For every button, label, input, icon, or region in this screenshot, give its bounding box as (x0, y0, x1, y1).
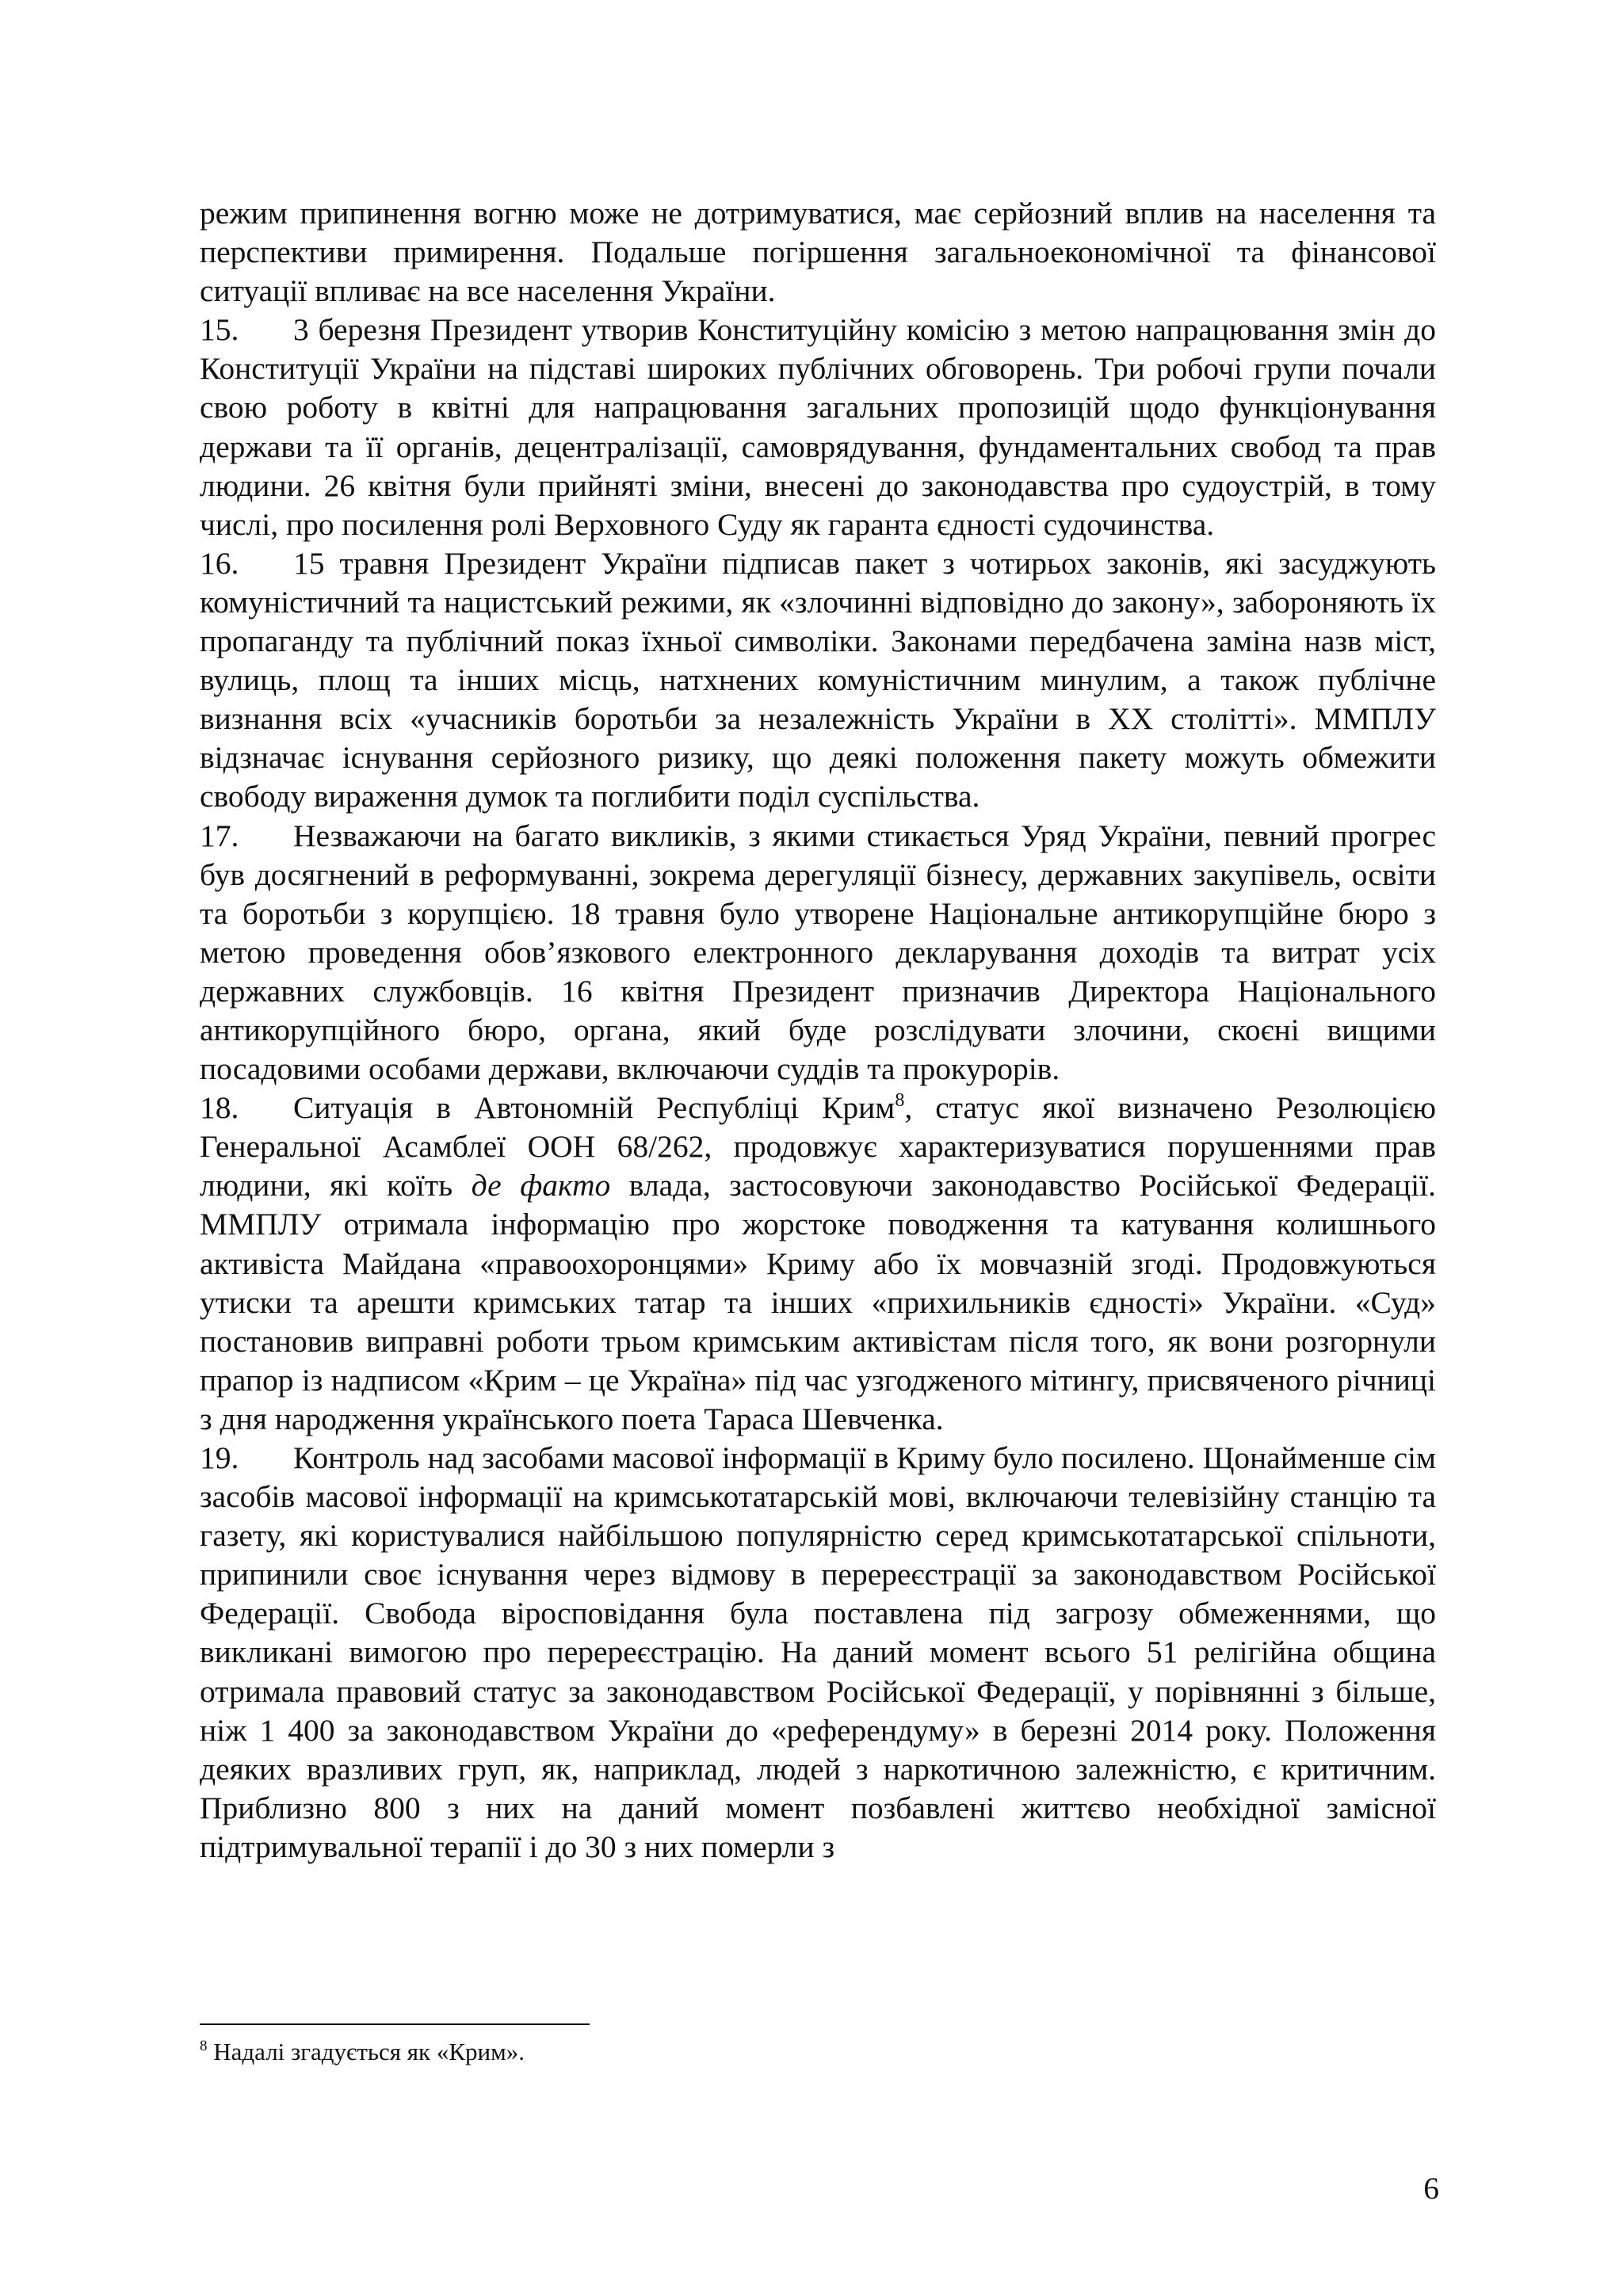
paragraph-16 (200, 544, 1436, 817)
paragraph-text: Контроль над засобами масової інформації в Криму було посилено. Щонайменше сім засобів масової інформації на кримськотатарській мові, включаючи телевізійну станцію та газету, які користувалися найбільшою популярністю серед кримськотатарської спільноти, припинили своє існування через відмову в перереєстрації за законодавством Російської Федерації. Свобода віросповідання була поставлена під загрозу обмеженнями, що викликані вимогою про перереєстрацію. На даний момент всього 51 релігійна община отримала правовий статус за законодавством Російської Федерації, у порівнянні з більше, ніж 1 400 за законодавством України до «референдуму» в березні 2014 року. Положення деяких вразливих груп, як, наприклад, людей з наркотичною залежністю, є критичним. Приблизно 800 з них на даний момент позбавлені життєво необхідної замісної підтримувальної терапії і до 30 з них померли з (200, 1440, 1436, 1864)
paragraph-text: 15 травня Президент України підписав пакет з чотирьох законів, які засуджують комуністичний та нацистський режими, як «злочинні відповідно до закону», забороняють їх пропаганду та публічний показ їхньої символіки. Законами передбачена заміна назв міст, вулиць, площ та інших місць, натхнених комуністичним минулим, а також публічне визнання всіх «учасників боротьби за незалежність України в ХХ столітті». ММПЛУ відзначає існування серйозного ризику, що деякі положення пакету можуть обмежити свободу вираження думок та поглибити поділ суспільства. (200, 545, 1436, 814)
footnote-reference[interactable]: 8 (895, 1090, 905, 1112)
page-number: 6 (1423, 2171, 1439, 2206)
paragraph-text: Ситуація в Автономній Республіці Крим (293, 1090, 896, 1126)
paragraph-text: , статус якої визначено Резолюцією Генеральної Асамблеї ООН 68/262, продовжує характеризуватися порушеннями прав людини, які коїть (200, 1090, 1437, 1203)
footnote (200, 2036, 525, 2068)
paragraph-17 (200, 817, 1436, 1089)
paragraph-number: 16. (200, 545, 239, 581)
paragraph-19 (200, 1439, 1436, 1867)
footnote-divider (200, 2023, 590, 2025)
paragraph-15 (200, 311, 1436, 544)
italic-term: де факто (471, 1168, 611, 1203)
paragraph-text: 3 березня Президент утворив Конституційну комісію з метою напрацювання змін до Конституції України на підставі широких публічних обговорень. Три робочі групи почали свою роботу в квітні для напрацювання загальних пропозицій щодо функціонування держави та її органів, децентралізації, самоврядування, фундаментальних свобод та прав людини. 26 квітня були прийняті зміни, внесені до законодавства про судоустрій, в тому числі, про посилення ролі Верховного Суду як гаранта єдності судочинства. (200, 312, 1436, 542)
paragraph-number: 17. (200, 818, 239, 853)
main-text (200, 194, 1436, 1867)
paragraph-number: 18. (200, 1090, 239, 1126)
paragraph-text: режим припинення вогню може не дотримуватися, має серйозний вплив на населення та перспективи примирення. Подальше погіршення загальноекономічної та фінансової ситуації впливає на все населення України. (200, 196, 1436, 309)
footnote-text: Надалі згадується як «Крим». (207, 2038, 525, 2065)
paragraph-number: 15. (200, 312, 239, 348)
paragraph-text: влада, застосовуючи законодавство Російської Федерації. ММПЛУ отримала інформацію про жорстоке поводження та катування колишнього активіста Майдана «правоохоронцями» Криму або їх мовчазній згоді. Продовжуються утиски та арешти кримських татар та інших «прихильників єдності» України. «Суд» постановив виправні роботи трьом кримським активістам після того, як вони розгорнули прапор із надписом «Крим – це Україна» під час узгодженого мітингу, присвяченого річниці з дня народження українського поета Тараса Шевченка. (200, 1168, 1436, 1436)
paragraph-number: 19. (200, 1440, 239, 1475)
paragraph-text: Незважаючи на багато викликів, з якими стикається Уряд України, певний прогрес був досягнений в реформуванні, зокрема дерегуляції бізнесу, державних закупівель, освіти та боротьби з корупцією. 18 травня було утворене Національне антикорупційне бюро з метою проведення обов’язкового електронного декларування доходів та витрат усіх державних службовців. 16 квітня Президент призначив Директора Національного антикорупційного бюро, органа, який буде розслідувати злочини, скоєні вищими посадовими особами держави, включаючи суддів та прокурорів. (200, 818, 1436, 1087)
paragraph-18 (200, 1089, 1436, 1439)
footnote-marker: 8 (200, 2038, 208, 2054)
paragraph-continuation (200, 194, 1436, 311)
